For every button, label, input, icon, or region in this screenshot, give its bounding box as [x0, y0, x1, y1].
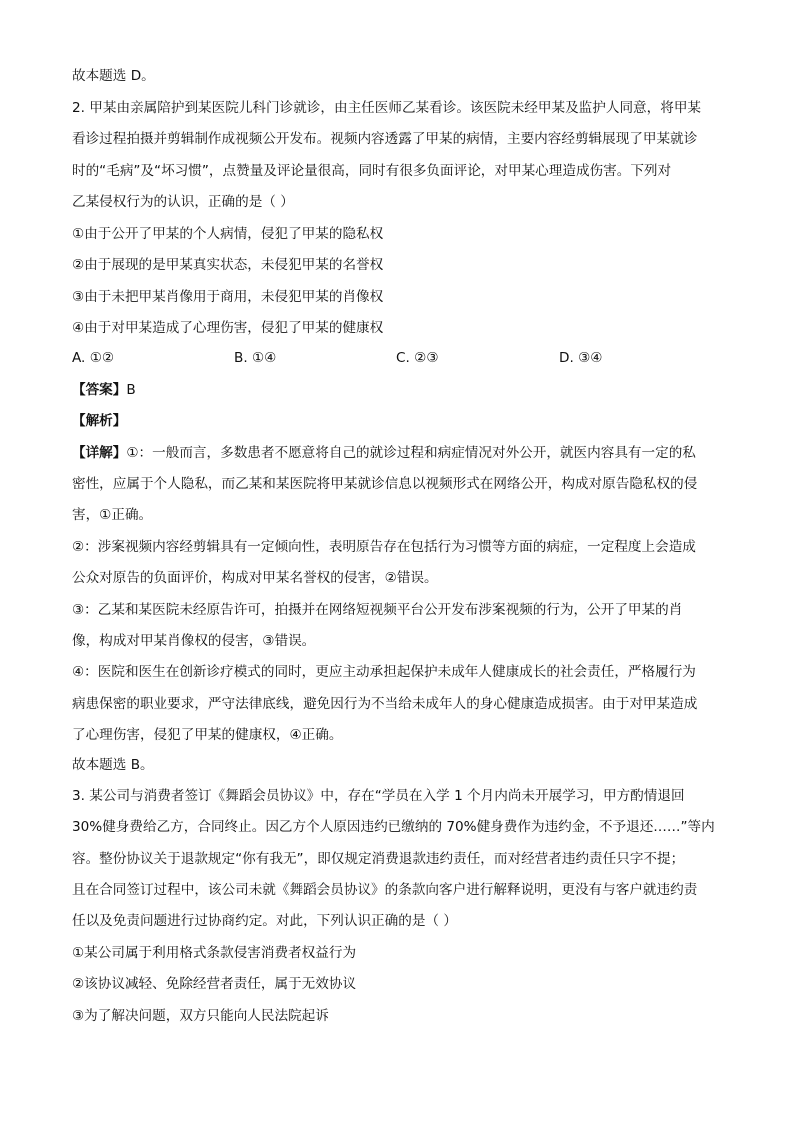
q2-detail-line: ②：涉案视频内容经剪辑具有一定倾向性，表明原告存在包括行为习惯等方面的病症，一定程度上会造成 — [72, 539, 696, 555]
q2-conclusion: 故本题选 B。 — [72, 757, 154, 773]
analysis-label: 【解析】 — [72, 413, 127, 429]
detail-label: 【详解】 — [72, 445, 127, 461]
q2-statement: ②由于展现的是甲某真实状态，未侵犯甲某的名誉权 — [72, 257, 384, 273]
q2-stem-line: 乙某侵权行为的认识，正确的是（ ） — [72, 194, 294, 210]
q2-options-row — [72, 348, 722, 368]
q3-statement: ③为了解决问题，双方只能向人民法院起诉 — [72, 1008, 329, 1024]
q2-option-b: B. ①④ — [234, 350, 277, 366]
q2-statement: ③由于未把甲某肖像用于商用，未侵犯甲某的肖像权 — [72, 289, 384, 305]
q2-answer — [72, 380, 722, 400]
answer-value: B — [126, 382, 136, 398]
q3-stem-line: 且在合同签订过程中，该公司未就《舞蹈会员协议》的条款向客户进行解释说明，更没有与客户就违约责 — [72, 882, 698, 898]
q3-statement: ②该协议减轻、免除经营者责任，属于无效协议 — [72, 976, 357, 992]
q2-detail-line: 密性，应属于个人隐私，而乙某和某医院将甲某就诊信息以视频形式在网络公开，构成对原告隐私权的侵 — [72, 476, 698, 492]
q2-detail-line: 公众对原告的负面评价，构成对甲某名誉权的侵害，②错误。 — [72, 570, 438, 586]
q3-stem-line: 容。整份协议关于退款规定“你有我无”，即仅规定消费退款违约责任，而对经营者违约责任只字不提； — [72, 851, 685, 867]
q2-stem-line: 看诊过程拍摄并剪辑制作成视频公开发布。视频内容透露了甲某的病情，主要内容经剪辑展现了甲某就诊 — [72, 131, 698, 147]
q3-stem-line: 任以及免责问题进行过协商约定。对此，下列认识正确的是（ ） — [72, 913, 457, 929]
q2-detail-line: 像，构成对甲某肖像权的侵害，③错误。 — [72, 633, 316, 649]
q3-stem-line: 3. 某公司与消费者签订《舞蹈会员协议》中，存在“学员在入学 1 个月内尚未开展学习，甲方酌情退回 — [72, 788, 685, 804]
q2-option-c: C. ②③ — [396, 350, 439, 366]
q2-statement: ④由于对甲某造成了心理伤害，侵犯了甲某的健康权 — [72, 320, 384, 336]
detail-text: ①：一般而言，多数患者不愿意将自己的就诊过程和病症情况对外公开，就医内容具有一定的私 — [126, 445, 696, 461]
q2-stem-line: 时的“毛病”及“坏习惯”，点赞量及评论量很高，同时有很多负面评论，对甲某心理造成伤害。下列对 — [72, 163, 672, 179]
q2-analysis — [72, 411, 722, 431]
q2-option-a: A. ①② — [72, 350, 115, 366]
q2-detail-line: ③：乙某和某医院未经原告许可，拍摄并在网络短视频平台公开发布涉案视频的行为，公开了甲某的肖 — [72, 602, 683, 618]
q2-option-d: D. ③④ — [559, 350, 603, 366]
q2-detail-line: ④：医院和医生在创新诊疗模式的同时，更应主动承担起保护未成年人健康成长的社会责任，严格履行为 — [72, 664, 696, 680]
q2-detail-line: 病患保密的职业要求，严守法律底线，避免因行为不当给未成年人的身心健康造成损害。由于对甲某造成 — [72, 696, 698, 712]
q2-detail-line — [72, 443, 722, 463]
q2-detail-line: 了心理伤害，侵犯了甲某的健康权，④正确。 — [72, 727, 343, 743]
q3-statement: ①某公司属于利用格式条款侵害消费者权益行为 — [72, 945, 357, 961]
q1-conclusion: 故本题选 D。 — [72, 68, 155, 84]
answer-label: 【答案】 — [72, 382, 127, 398]
q2-statement: ①由于公开了甲某的个人病情，侵犯了甲某的隐私权 — [72, 226, 384, 242]
q3-stem-line: 30%健身费给乙方，合同终止。因乙方个人原因违约已缴纳的 70%健身费作为违约金，不予退还……”等内 — [72, 819, 715, 835]
q2-stem-line: 2. 甲某由亲属陪护到某医院儿科门诊就诊，由主任医师乙某看诊。该医院未经甲某及监护人同意，将甲某 — [72, 100, 702, 116]
q2-detail-line: 害，①正确。 — [72, 507, 153, 523]
